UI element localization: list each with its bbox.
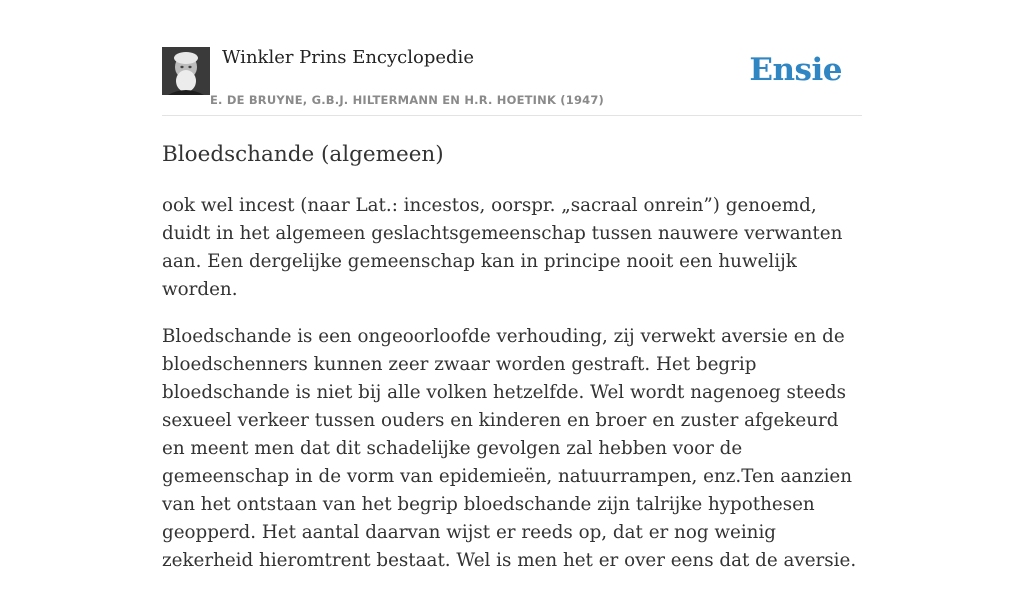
article-paragraph-1: ook wel incest (naar Lat.: incestos, oorspr. „sacraal onrein”) genoemd, duidt in het algemeen geslachtsgemeenschap tussen nauwere verwanten aan. Een dergelijke gemeenschap kan in principe nooit een huwelijk worden. xyxy=(162,195,843,300)
page xyxy=(162,0,862,571)
portrait-avatar-icon[interactable] xyxy=(162,47,210,95)
portrait-avatar-graphic xyxy=(162,47,210,95)
brand-logo[interactable]: Ensie xyxy=(749,52,842,88)
authors-line: E. DE BRUYNE, G.B.J. HILTERMANN EN H.R. HOETINK (1947) xyxy=(210,93,605,107)
header xyxy=(162,0,862,116)
article-title: Bloedschande (algemeen) xyxy=(162,142,444,167)
article-body xyxy=(162,192,864,594)
publication-title[interactable]: Winkler Prins Encyclopedie xyxy=(222,47,474,68)
article-paragraph-2: Bloedschande is een ongeoorloofde verhouding, zij verwekt aversie en de bloedschenners kunnen zeer zwaar worden gestraft. Het begrip bloedschande is niet bij alle volken hetzelfde. Wel wordt nagenoeg steeds sexueel verkeer tussen ouders en kinderen en broer en zuster afgekeurd en meent men dat dit schadelijke gevolgen zal hebben voor de gemeenschap in de vorm van epidemieën, natuurrampen, enz.Ten aanzien van het ontstaan van het begrip bloedschande zijn talrijke hypothesen geopperd. Het aantal daarvan wijst er reeds op, dat er nog weinig zekerheid hieromtrent bestaat. Wel is men het er over eens dat de aversie. xyxy=(162,326,857,571)
